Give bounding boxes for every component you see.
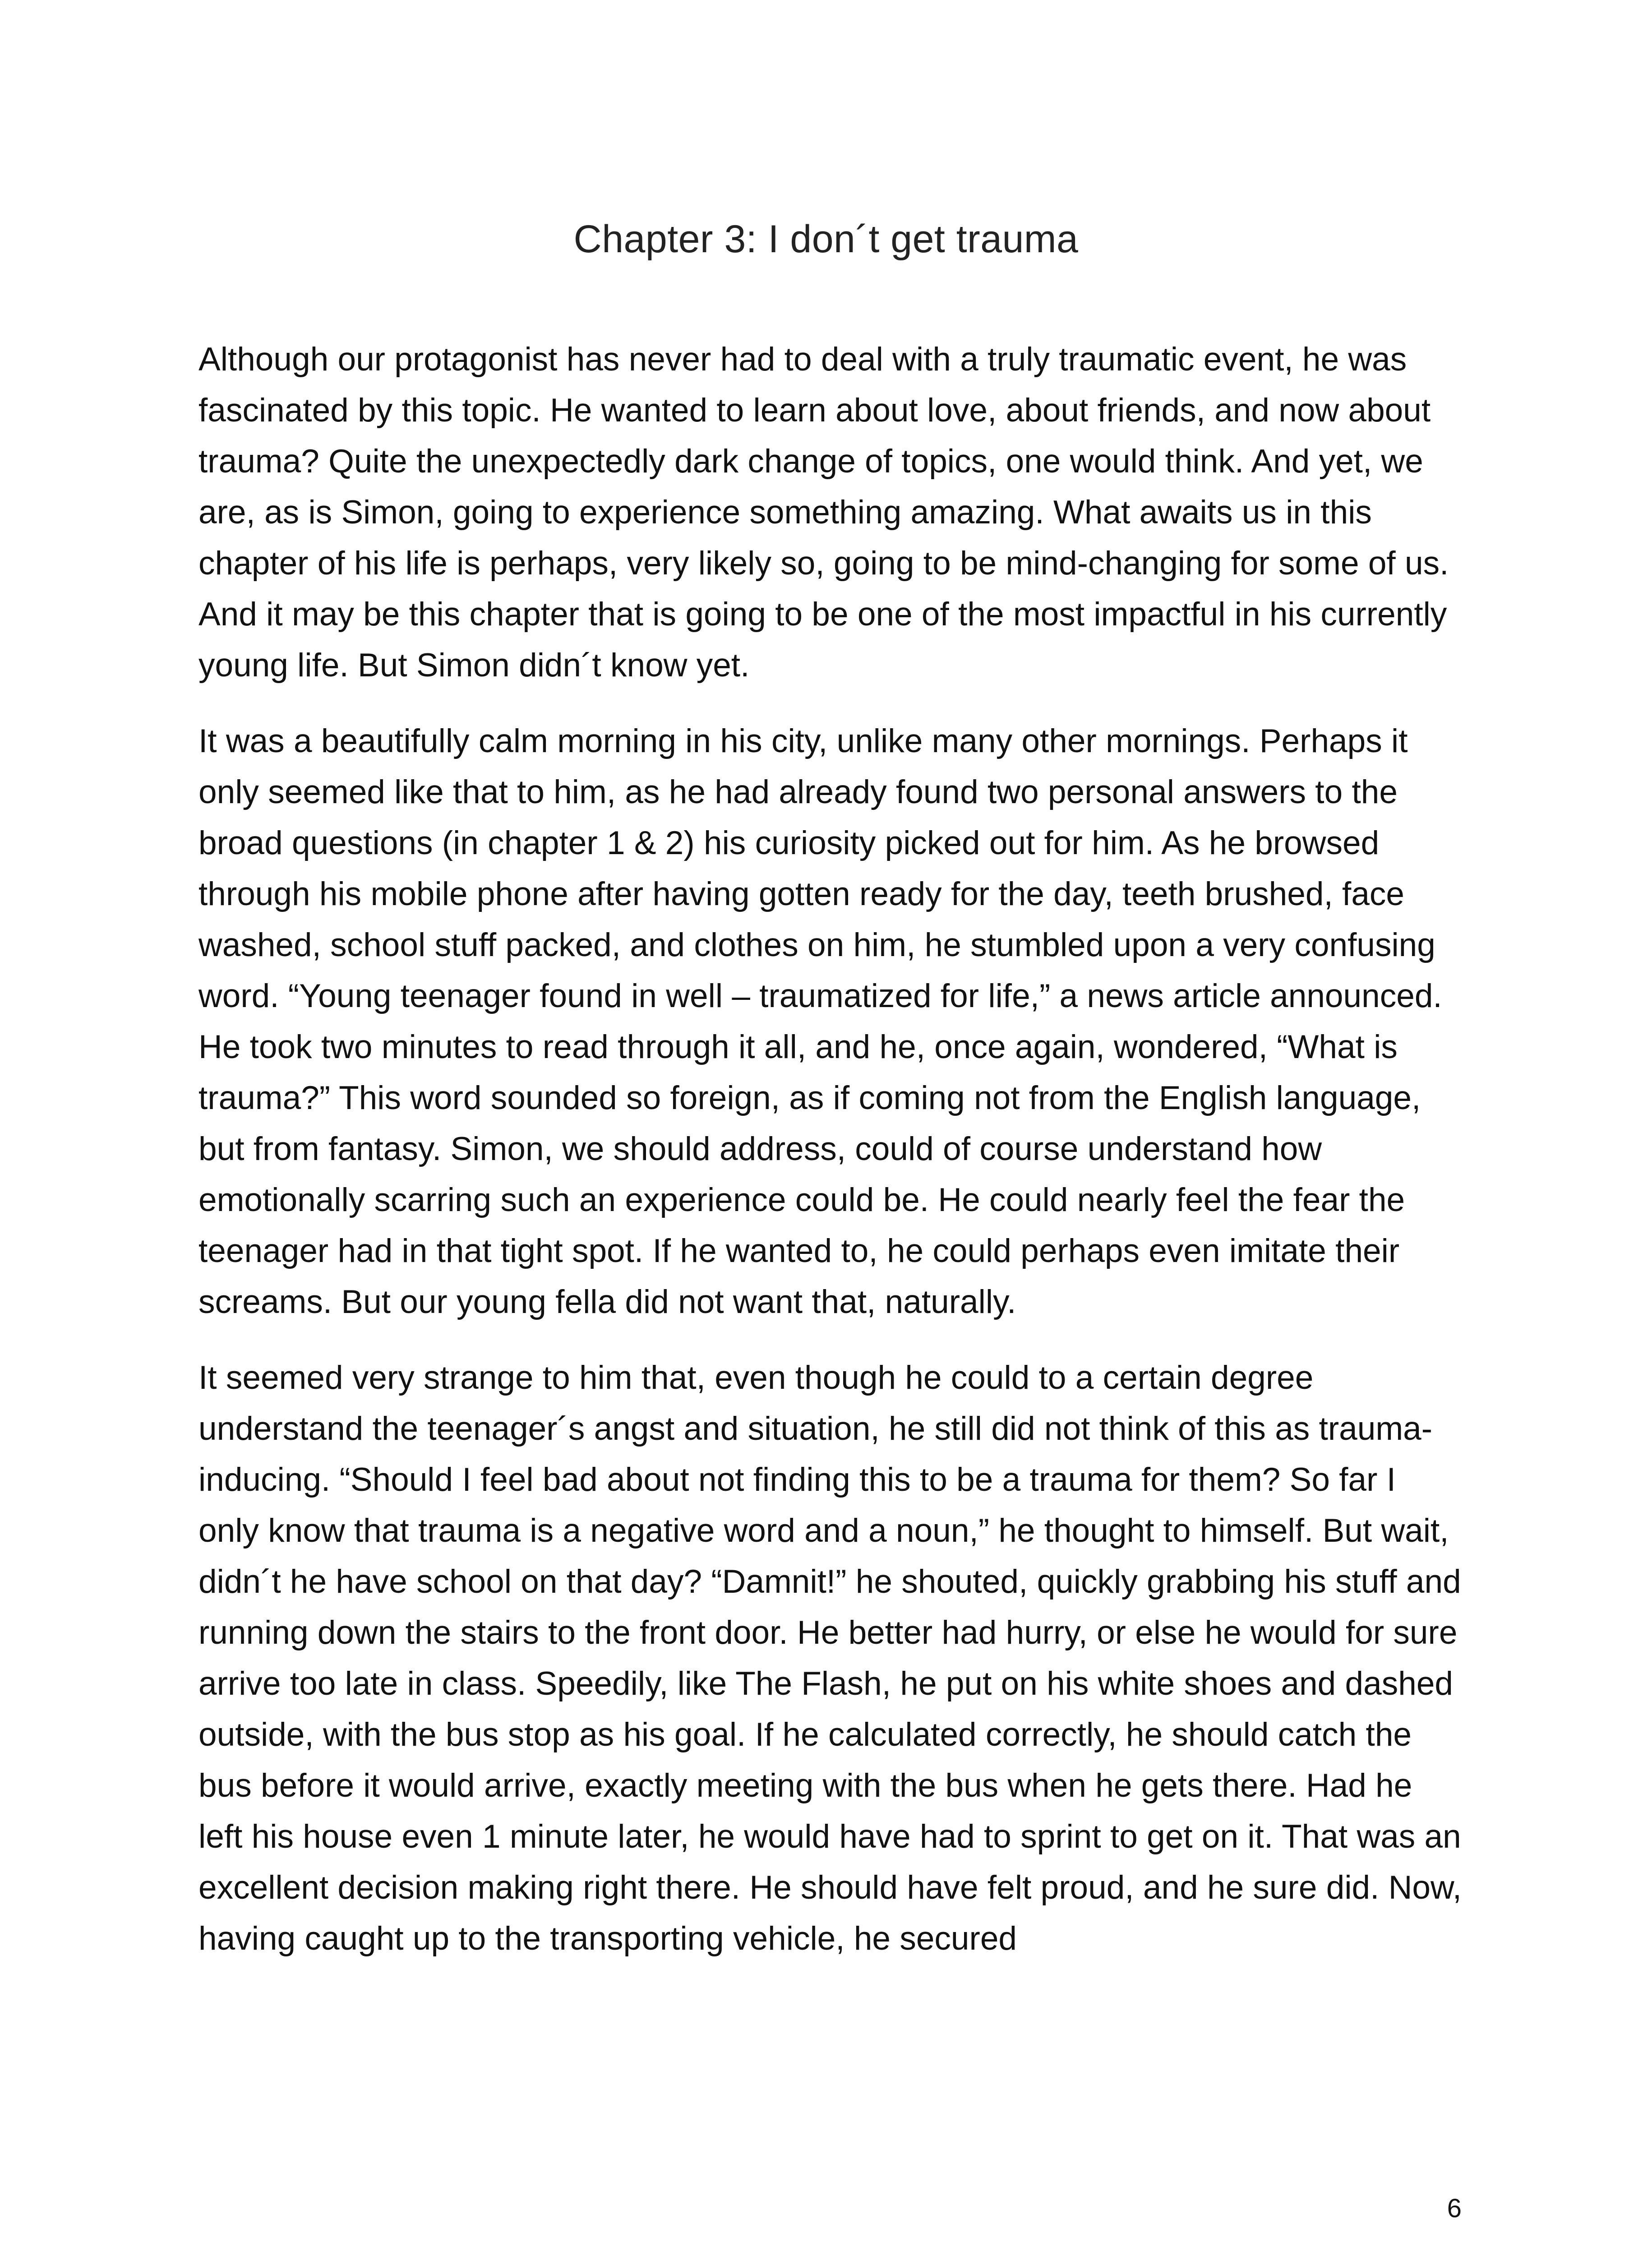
paragraph-2: It was a beautifully calm morning in his city, unlike many other mornings. Perhaps it only seemed like that to him, as he had already found two personal answers to the broad questions (in chapter 1 & 2) his curiosity picked out for him. As he browsed through his mobile phone after having gotten ready for the day, teeth brushed, face washed, school stuff packed, and clothes on him, he stumbled upon a very confusing word. “Young teenager found in well – traumatized for life,” a news article announced. He took two minutes to read through it all, and he, once again, wondered, “What is trauma?” This word sounded so foreign, as if coming not from the English language, but from fantasy. Simon, we should address, could of course understand how emotionally scarring such an experience could be. He could nearly feel the fear the teenager had in that tight spot. If he wanted to, he could perhaps even imitate their screams. But our young fella did not want that, naturally.	[198, 723, 1442, 1320]
page-number: 6	[1447, 2194, 1462, 2223]
body-text	[198, 334, 1462, 1989]
paragraph-3: It seemed very strange to him that, even though he could to a certain degree understand the teenager´s angst and situation, he still did not think of this as trauma-inducing. “Should I feel bad about not finding this to be a trauma for them? So far I only know that trauma is a negative word and a noun,” he thought to himself. But wait, didn´t he have school on that day? “Damnit!” he shouted, quickly grabbing his stuff and running down the stairs to the front door. He better had hurry, or else he would for sure arrive too late in class. Speedily, like The Flash, he put on his white shoes and dashed outside, with the bus stop as his goal. If he calculated correctly, he should catch the bus before it would arrive, exactly meeting with the bus when he gets there. Had he left his house even 1 minute later, he would have had to sprint to get on it. That was an excellent decision making right there. He should have felt proud, and he sure did. Now, having caught up to the transporting vehicle, he secured	[198, 1359, 1462, 1957]
paragraph-1: Although our protagonist has never had to deal with a truly traumatic event, he was fascinated by this topic. He wanted to learn about love, about friends, and now about trauma? Quite the unexpectedly dark change of topics, one would think. And yet, we are, as is Simon, going to experience something amazing. What awaits us in this chapter of his life is perhaps, very likely so, going to be mind-changing for some of us. And it may be this chapter that is going to be one of the most impactful in his currently young life. But Simon didn´t know yet.	[198, 341, 1449, 684]
chapter-title: Chapter 3: I don´t get trauma	[573, 217, 1079, 261]
